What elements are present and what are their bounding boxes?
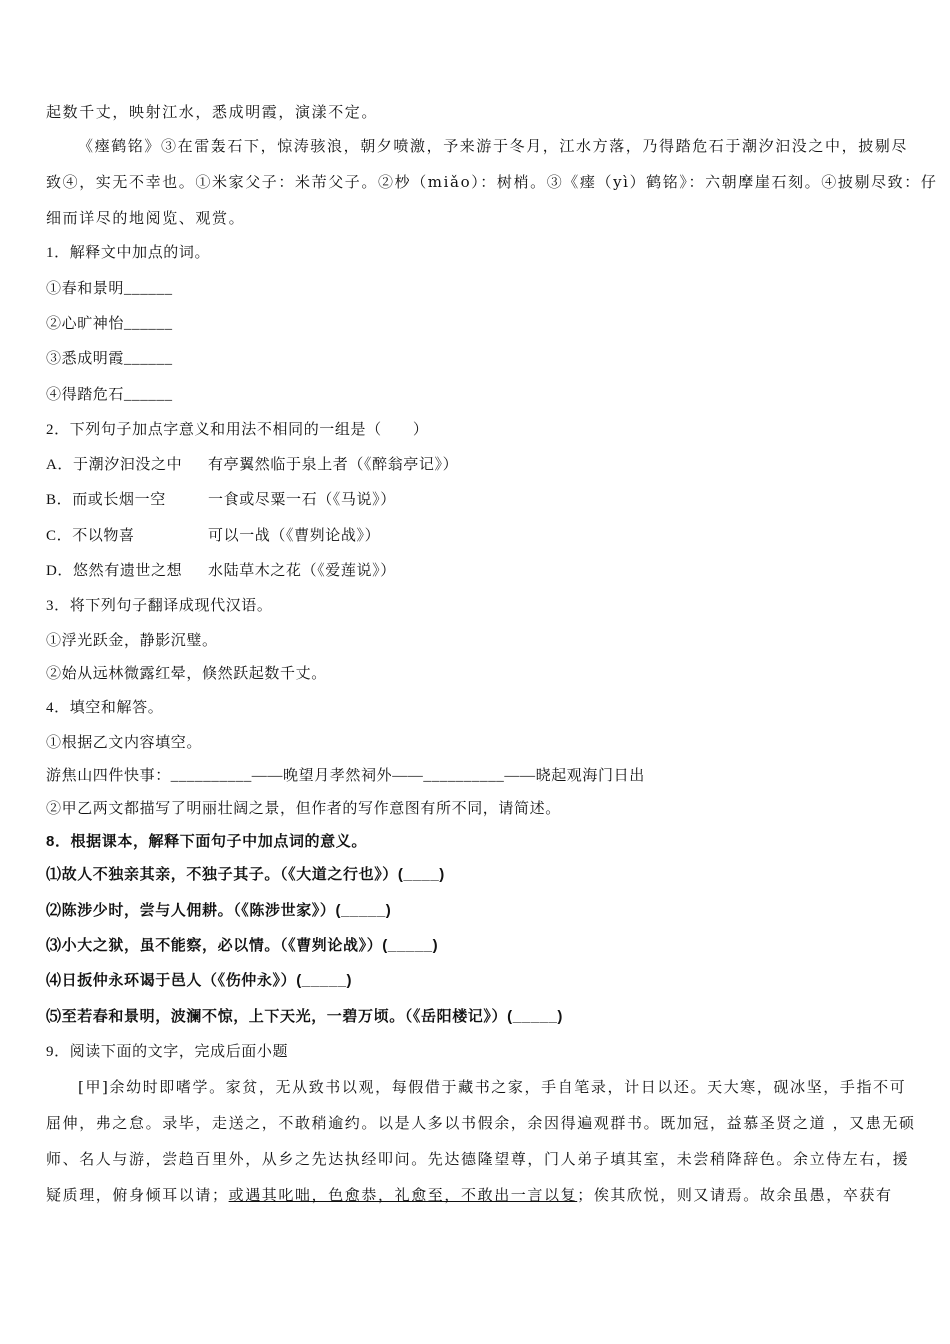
question-3-stem: 3．将下列句子翻译成现代汉语。: [46, 598, 273, 614]
option-sentence: A．于潮汐汩没之中: [46, 457, 183, 473]
option-sentence: B．而或长烟一空: [46, 492, 166, 508]
question-2-option-c: [46, 526, 908, 546]
question-8-item: ⑸至若春和景明，波澜不惊，上下天光，一碧万顷。（《岳阳楼记》）(_____): [46, 1008, 564, 1025]
option-sentence: C．不以物喜: [46, 528, 135, 544]
passage-a-line: 师、名人与游，尝趋百里外，从乡之先达执经叩问。先达德隆望尊，门人弟子填其室，未尝稍降辞色。余立侍左右，援: [46, 1150, 910, 1168]
question-8-item: ⑶小大之狱，虽不能察，必以情。（《曹刿论战》）(_____): [46, 937, 439, 954]
option-comparison: 水陆草木之花（《爱莲说》）: [208, 563, 396, 579]
passage-a-text: 疑质理，俯身倾耳以请；: [46, 1186, 229, 1204]
question-8-item: ⑷日扳仲永环谒于邑人（《伤仲永》）(_____): [46, 972, 353, 989]
question-9-stem: 9．阅读下面的文字，完成后面小题: [46, 1044, 289, 1060]
question-4-sub2: ②甲乙两文都描写了明丽壮阔之景，但作者的写作意图有所不同，请简述。: [46, 801, 561, 817]
question-2-stem: 2．下列句子加点字意义和用法不相同的一组是（ ）: [46, 422, 429, 438]
passage-b-line: 致④，实无不幸也。①米家父子：米芾父子。②杪（miǎo）：树梢。③《瘗（yì）鹤铭》：六朝摩崖石刻。④披剔尽致：仔: [46, 173, 938, 191]
option-comparison: 可以一战（《曹刿论战》）: [208, 528, 381, 544]
question-2-option-b: [46, 490, 908, 510]
question-2-option-a: [46, 455, 908, 475]
passage-a-text: ；俟其欣悦，则又请焉。故余虽愚，卒获有: [577, 1186, 893, 1204]
passage-a-line: 屈伸，弗之怠。录毕，走送之，不敢稍逾约。以是人多以书假余，余因得遍观群书。既加冠，益慕圣贤之道 ，又患无硕: [46, 1114, 916, 1132]
option-comparison: 一食或尽粟一石（《马说》）: [208, 492, 396, 508]
question-4-sub1: ①根据乙文内容填空。: [46, 735, 203, 751]
question-1-item: ②心旷神怡______: [46, 316, 173, 332]
question-1-item: ③悉成明霞______: [46, 351, 173, 367]
question-1-item: ①春和景明______: [46, 281, 173, 297]
passage-a-line: [46, 1185, 908, 1205]
passage-a-line: [甲]余幼时即嗜学。家贫，无从致书以观，每假借于藏书之家，手自笔录，计日以还。天大寒，砚冰坚，手指不可: [78, 1078, 907, 1096]
question-3-item: ①浮光跃金，静影沉璧。: [46, 633, 218, 649]
option-sentence: D．悠然有遗世之想: [46, 563, 183, 579]
question-2-option-d: [46, 561, 908, 581]
passage-b-line: 细而详尽的地阅览、观赏。: [46, 209, 246, 227]
question-8-item: ⑴故人不独亲其亲，不独子其子。（《大道之行也》）(____): [46, 866, 445, 883]
passage-b-line: 起数千丈，映射江水，悉成明霞，演漾不定。: [46, 103, 379, 121]
question-8-stem: 8．根据课本，解释下面句子中加点词的意义。: [46, 833, 367, 850]
question-4-stem: 4．填空和解答。: [46, 700, 164, 716]
underlined-sentence: 或遇其叱咄，色愈恭，礼愈至，不敢出一言以复: [228, 1186, 578, 1204]
question-1-stem: 1．解释文中加点的词。: [46, 245, 211, 261]
question-3-item: ②始从远林微露红晕，倏然跃起数千丈。: [46, 666, 327, 682]
question-1-item: ④得踏危石______: [46, 387, 173, 403]
option-comparison: 有亭翼然临于泉上者（《醉翁亭记》）: [208, 457, 459, 473]
passage-b-line: 《瘞鹤铭》③在雷轰石下，惊涛骇浪，朝夕喷激，予来游于冬月，江水方落，乃得踏危石于潮汐汩没之中，披剔尽: [78, 137, 909, 155]
question-8-item: ⑵陈涉少时，尝与人佣耕。（《陈涉世家》）(_____): [46, 902, 392, 919]
question-4-fill: 游焦山四件快事：__________——晚望月孝然祠外——__________——晓起观海门日出: [46, 768, 645, 784]
